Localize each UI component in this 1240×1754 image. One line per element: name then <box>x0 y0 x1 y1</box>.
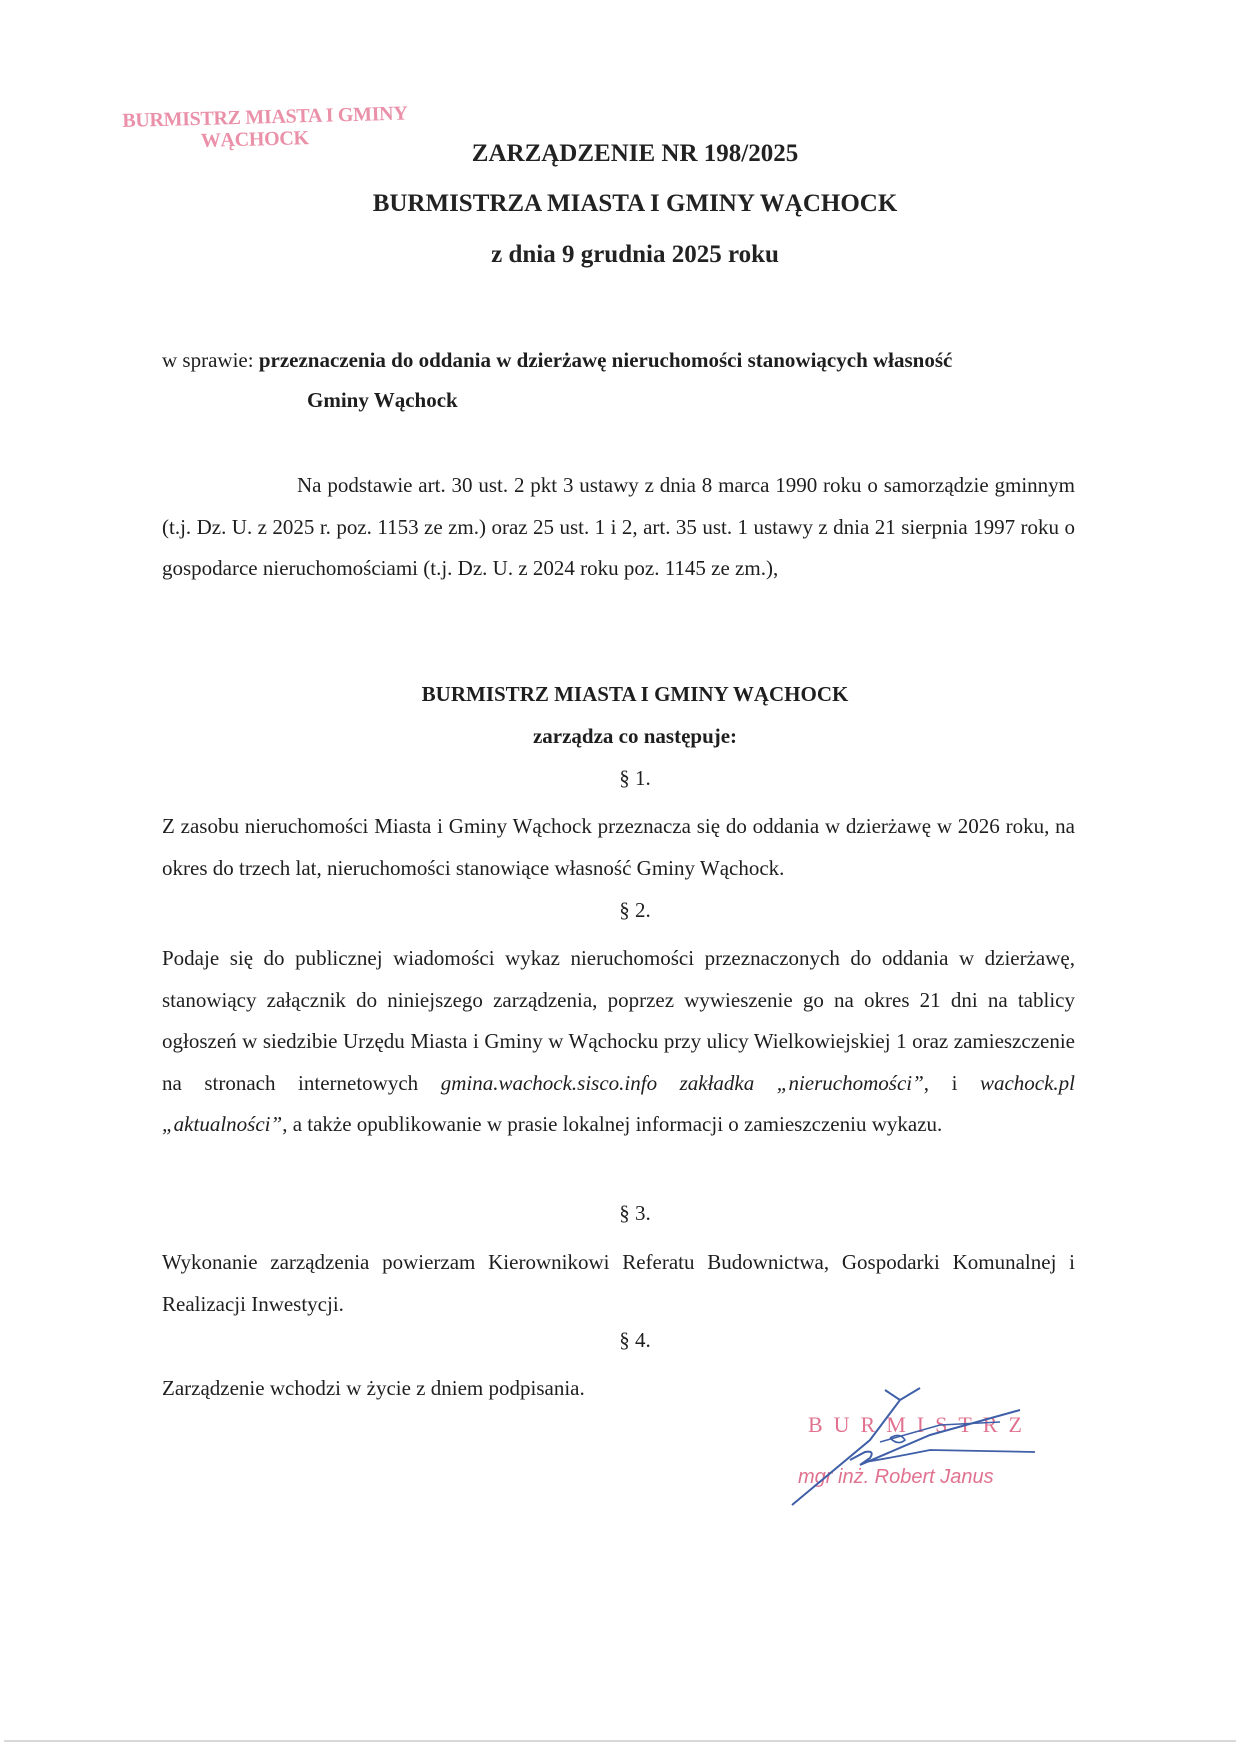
section-1-number: § 1. <box>619 766 651 790</box>
legal-basis-preamble: Na podstawie art. 30 ust. 2 pkt 3 ustawy z dnia 8 marca 1990 roku o samorządzie gminnym (t.j. Dz. U. z 2025 r. poz. 1153 ze zm.) oraz 25 ust. 1 i 2, art. 35 ust. 1 ustawy z dnia 21 sierpnia 1997 roku o gospodarce nieruchomościami (t.j. Dz. U. z 2024 roku poz. 1145 ze zm.), <box>162 473 1075 580</box>
section-4-number: § 4. <box>619 1328 651 1352</box>
signature-block <box>790 1380 1090 1510</box>
section-1-text: Z zasobu nieruchomości Miasta i Gminy Wąchock przeznacza się do oddania w dzierżawę w 2026 roku, na okres do trzech lat, nieruchomości stanowiące własność Gminy Wąchock. <box>162 814 1075 880</box>
subject <box>162 340 1122 420</box>
subject-text-line-1: przeznaczenia do oddania w dzierżawę nieruchomości stanowiących własność <box>258 348 953 372</box>
section-3-text: Wykonanie zarządzenia powierzam Kierownikowi Referatu Budownictwa, Gospodarki Komunalnej i Realizacji Inwestycji. <box>162 1250 1075 1316</box>
subject-text-line-2: Gminy Wąchock <box>307 388 458 412</box>
document-issuer: BURMISTRZA MIASTA I GMINY WĄCHOCK <box>372 190 898 217</box>
page-bottom-edge <box>4 1740 1236 1742</box>
section-2-text-b: , i <box>923 1070 980 1095</box>
section-4-text: Zarządzenie wchodzi w życie z dniem podpisania. <box>162 1376 585 1400</box>
handwritten-signature-icon <box>790 1380 1090 1510</box>
subject-label: w sprawie: <box>162 348 254 372</box>
document-date: z dnia 9 grudnia 2025 roku <box>491 241 779 268</box>
signature-stamp-title: BURMISTRZ <box>808 1412 1033 1437</box>
signature-stamp-name: mgr inż. Robert Janus <box>798 1466 994 1488</box>
section-2-text-c: , a także opublikowanie w prasie lokalnej informacji o zamieszczeniu wykazu. <box>282 1112 943 1136</box>
orders-heading: zarządza co następuje: <box>532 724 738 748</box>
document-title: ZARZĄDZENIE NR 198/2025 <box>471 140 799 167</box>
stamp-line-2: WĄCHOCK <box>200 127 309 152</box>
stamp-line-1: BURMISTRZ MIASTA I GMINY <box>122 102 408 132</box>
section-2-number: § 2. <box>619 898 651 922</box>
website-gmina-link: gmina.wachock.sisco.info zakładka „nieruchomości” <box>440 1070 924 1095</box>
section-2-text <box>162 938 1075 1146</box>
section-3-number: § 3. <box>619 1201 651 1225</box>
section-2-text-a: Podaje się do publicznej wiadomości wykaz nieruchomości przeznaczonych do oddania w dzierżawę, stanowiący załącznik do niniejszego zarządzenia, poprzez wywieszenie go na okres 21 dni na tablicy ogłoszeń w siedzibie Urzędu Miasta i Gminy w Wąchocku przy ulicy Wielkowiejskiej 1 oraz zamieszczenie na stronach internetowych <box>162 946 1075 1095</box>
website-wachock-link: wachock.pl „aktualności” <box>162 1070 1076 1136</box>
organ-heading: BURMISTRZ MIASTA I GMINY WĄCHOCK <box>421 682 849 706</box>
